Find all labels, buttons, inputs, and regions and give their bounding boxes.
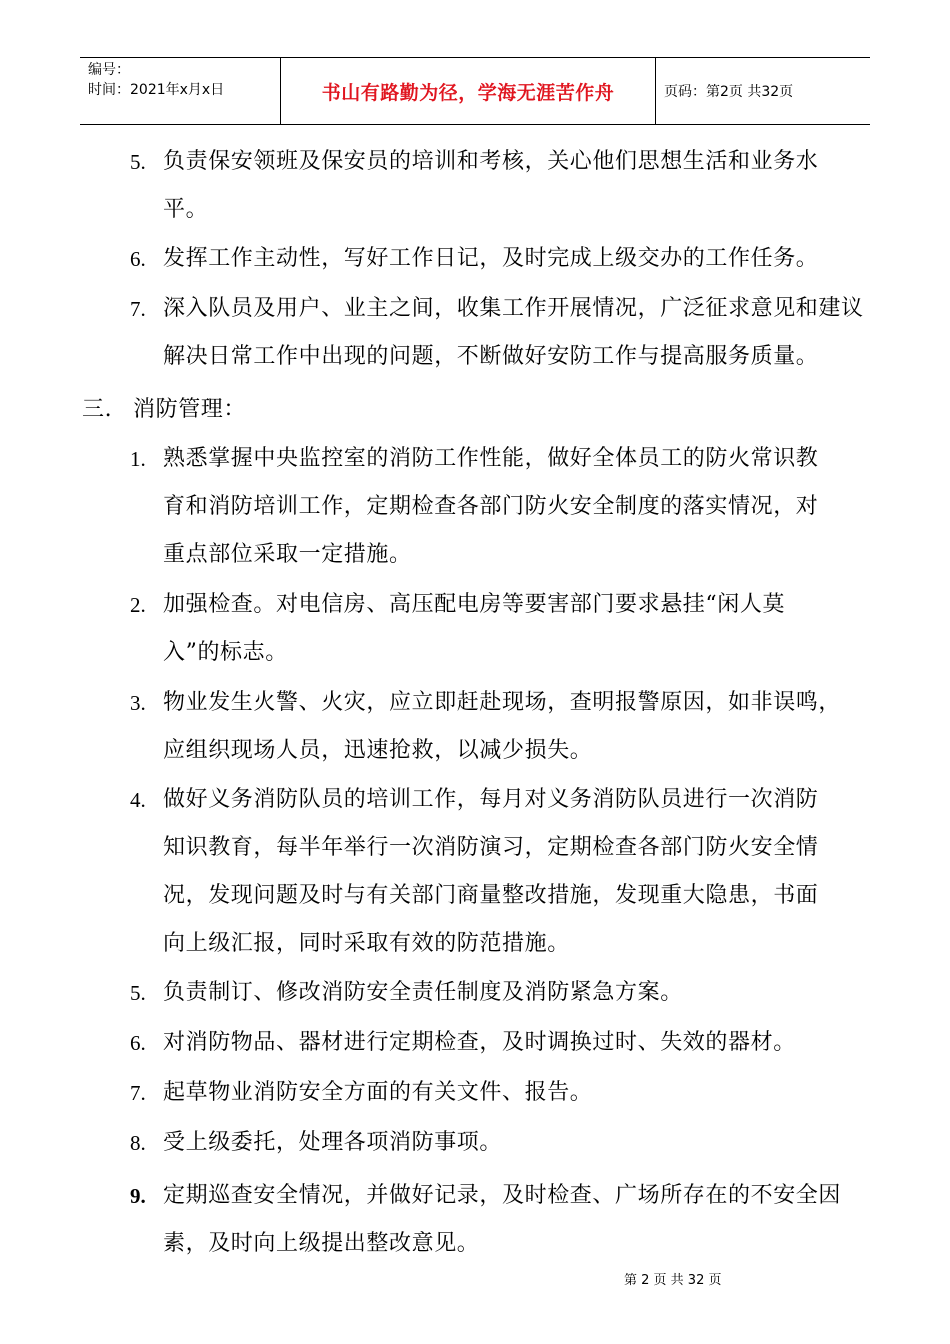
list-item-line: 熟悉掌握中央监控室的消防工作性能，做好全体员工的防火常识教 bbox=[163, 446, 819, 471]
list-item-line: 素，及时向上级提出整改意见。 bbox=[163, 1231, 480, 1256]
list-item-line: 加强检查。对电信房、高压配电房等要害部门要求悬挂“闲人莫 bbox=[163, 592, 786, 617]
list-item-line: 入”的标志。 bbox=[163, 640, 288, 665]
list-item-line: 知识教育，每半年举行一次消防演习，定期检查各部门防火安全情 bbox=[163, 835, 819, 860]
list-item-line: 重点部位采取一定措施。 bbox=[163, 542, 412, 567]
list-item-number: 8. bbox=[130, 1131, 146, 1155]
list-item-line: 平。 bbox=[163, 197, 209, 222]
list-item-number: 5. bbox=[130, 981, 146, 1005]
list-item-line: 物业发生火警、火灾，应立即赶赴现场，查明报警原因，如非误鸣， bbox=[163, 690, 842, 715]
list-item-line: 育和消防培训工作，定期检查各部门防火安全制度的落实情况，对 bbox=[163, 494, 819, 519]
list-item-line: 解决日常工作中出现的问题，不断做好安防工作与提高服务质量。 bbox=[163, 344, 819, 369]
list-item-line: 发挥工作主动性，写好工作日记，及时完成上级交办的工作任务。 bbox=[163, 246, 819, 271]
list-item-number: 5. bbox=[130, 150, 146, 174]
header-page-info: 页码：第2页 共32页 bbox=[664, 84, 794, 100]
list-item-line: 负责保安领班及保安员的培训和考核，关心他们思想生活和业务水 bbox=[163, 149, 819, 174]
list-item-line: 负责制订、修改消防安全责任制度及消防紧急方案。 bbox=[163, 980, 683, 1005]
date-label: 时间：2021年x月x日 bbox=[88, 82, 225, 98]
list-item-number: 4. bbox=[130, 788, 146, 812]
header-meta bbox=[80, 58, 281, 124]
list-item-line: 定期巡查安全情况，并做好记录，及时检查、广场所存在的不安全因 bbox=[163, 1183, 842, 1208]
list-item-line: 应组织现场人员，迅速抢救，以减少损失。 bbox=[163, 738, 593, 763]
list-item-number: 7. bbox=[130, 297, 146, 321]
header-motto-cell bbox=[281, 58, 656, 124]
header-motto: 书山有路勤为径，学海无涯苦作舟 bbox=[321, 81, 615, 104]
list-item-number: 7. bbox=[130, 1081, 146, 1105]
list-item-line: 做好义务消防队员的培训工作，每月对义务消防队员进行一次消防 bbox=[163, 787, 819, 812]
list-item-line: 深入队员及用户、业主之间，收集工作开展情况，广泛征求意见和建议 bbox=[163, 296, 864, 321]
list-item-number: 2. bbox=[130, 593, 146, 617]
list-item-number: 1. bbox=[130, 447, 146, 471]
list-item-line: 受上级委托，处理各项消防事项。 bbox=[163, 1130, 503, 1155]
page-footer: 第 2 页 共 32 页 bbox=[624, 1273, 722, 1288]
list-item-line: 对消防物品、器材进行定期检查，及时调换过时、失效的器材。 bbox=[163, 1030, 796, 1055]
section-number: 三. bbox=[82, 397, 113, 422]
list-item-number: 6. bbox=[130, 247, 146, 271]
section-title: 消防管理： bbox=[133, 397, 247, 422]
list-item-line: 况，发现问题及时与有关部门商量整改措施，发现重大隐患，书面 bbox=[163, 883, 819, 908]
list-item-line: 向上级汇报，同时采取有效的防范措施。 bbox=[163, 931, 570, 956]
document-header bbox=[80, 57, 870, 125]
list-item-number: 3. bbox=[130, 691, 146, 715]
list-item-number: 9. bbox=[130, 1184, 146, 1208]
list-item-number: 6. bbox=[130, 1031, 146, 1055]
header-page-cell bbox=[656, 58, 870, 124]
list-item-line: 起草物业消防安全方面的有关文件、报告。 bbox=[163, 1080, 593, 1105]
serial-number-label: 编号： bbox=[88, 62, 130, 78]
